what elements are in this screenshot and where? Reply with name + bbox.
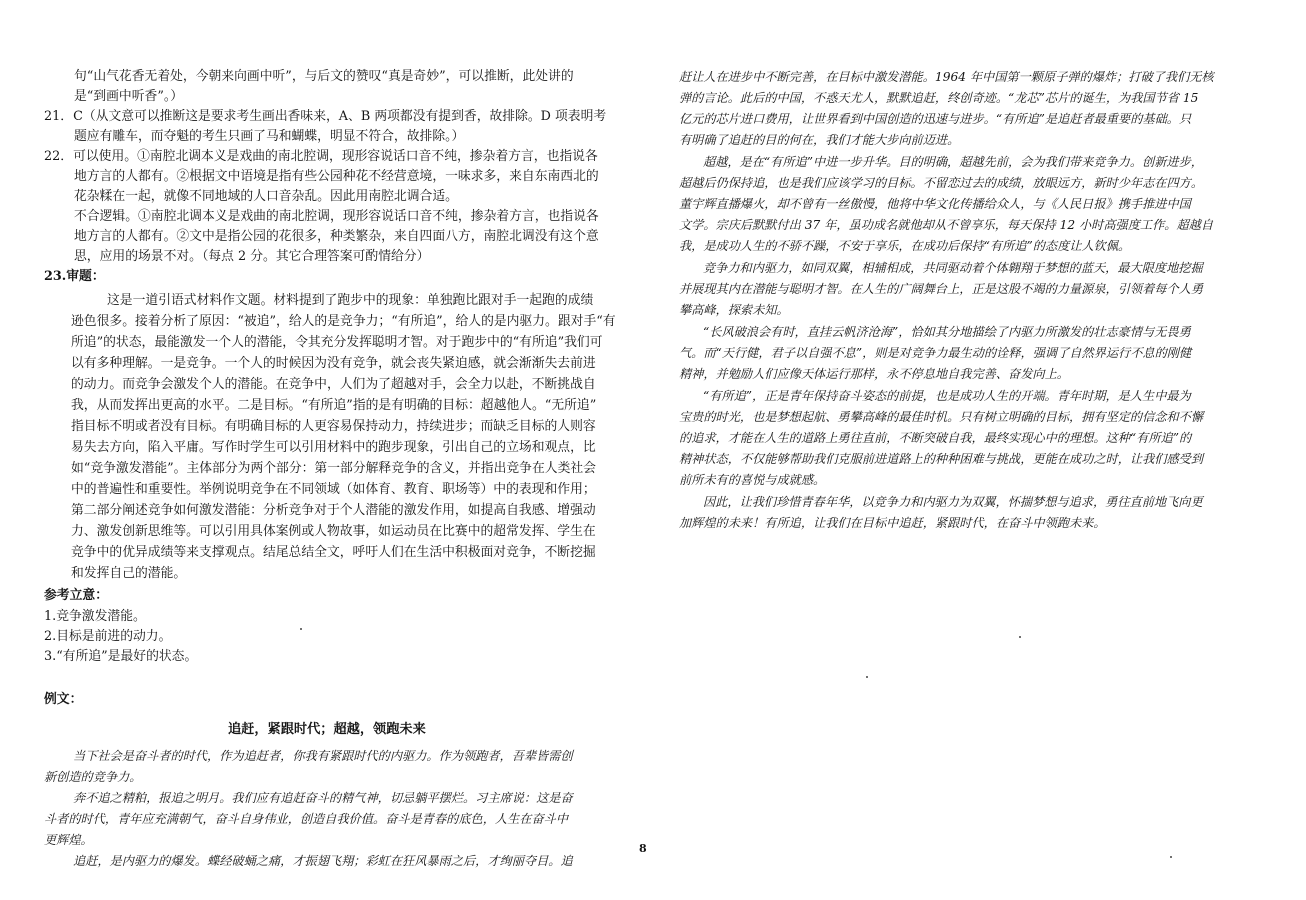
text-line: “有所追”，正是青年保持奋斗姿态的前提，也是成功人生的开端。青年时期，是人生中最为 <box>703 389 1191 403</box>
text-line: 地方言的人都有。②文中是指公园的花很多，种类繁杂，来自四面八方，南腔北调没有这个意 <box>74 229 599 244</box>
text-line: 赶让人在进步中不断完善，在目标中激发潜能。1964 年中国第一颗原子弹的爆炸；打破了我们无核 <box>679 70 1214 84</box>
text-line: 有明确了追赶的目的何在，我们才能大步向前迈进。 <box>679 133 960 147</box>
list-item: 1.竞争激发潜能。 <box>44 609 146 624</box>
essay-title: 追赶，紧跟时代；超越，领跑未来 <box>228 722 426 737</box>
right-column <box>653 0 1306 900</box>
text-line: 不合逻辑。①南腔北调本义是戏曲的南北腔调，现形容说话口音不纯，掺杂着方言，也指说各 <box>74 209 599 224</box>
text-line: 中的普遍性和重要性。举例说明竞争在不同领域（如体育、教育、职场等）中的表现和作用； <box>71 482 596 497</box>
text-line: 超越，是在“有所追”中进一步升华。目的明确，超越先前，会为我们带来竞争力。创新进步， <box>703 155 1203 169</box>
section-heading: 参考立意： <box>44 588 108 603</box>
scan-speck <box>1170 856 1172 858</box>
text-line: 奔不追之精粕，报追之明月。我们应有追赶奋斗的精气神，切忌躺平摆烂。习主席说：这是奋 <box>73 791 573 805</box>
text-line: 超越后仍保持追，也是我们应该学习的目标。不留恋过去的成绩，放眼远方，新时少年志在四方。 <box>679 176 1204 190</box>
text-line: 竞争中的优异成绩等来支撑观点。结尾总结全文，呼吁人们在生活中积极面对竞争，不断挖掘 <box>71 545 596 560</box>
text-line: 的动力。而竞争会激发个人的潜能。在竞争中，人们为了超越对手，会全力以赴，不断挑战自 <box>71 377 596 392</box>
text-line: 精神状态，不仅能够帮助我们克服前进道路上的种种困难与挑战，更能在成功之时，让我们感受到 <box>679 452 1204 466</box>
text-line: 逊色很多。接着分析了原因：“被追”，给人的是竞争力；“有所追”，给人的是内驱力。跟对手“有 <box>71 314 616 329</box>
text-line: 第二部分阐述竞争如何激发潜能：分析竞争对于个人潜能的激发作用，如提高自我感、增强动 <box>71 503 596 518</box>
scan-speck <box>300 628 302 630</box>
scan-speck <box>866 676 868 678</box>
text-line: 追赶，是内驱力的爆发。蝶经破蛹之痛，才振翅飞翔；彩虹在狂风暴雨之后，才绚丽夺目。追 <box>73 854 573 868</box>
text-line: 弹的言论。此后的中国，不惑天尤人，默默追赶，终创奇迹。“龙芯”芯片的诞生，为我国节省 15 <box>679 91 1199 105</box>
text-line: 花杂糅在一起，就像不同地域的人口音杂乱。因此用南腔北调合适。 <box>74 189 458 204</box>
list-item: 2.目标是前进的动力。 <box>44 629 172 644</box>
text-line: 这是一道引语式材料作文题。材料提到了跑步中的现象：单独跑比跟对手一起跑的成绩 <box>107 293 594 308</box>
text-line: 地方言的人都有。②根据文中语境是指有些公园种花不经营意境，一味求多，来自东南西北的 <box>74 169 599 184</box>
scan-speck <box>1019 636 1021 638</box>
text-line: 以有多种理解。一是竞争。一个人的时候因为没有竞争，就会丧失紧迫感，就会渐渐失去前进 <box>71 356 596 371</box>
text-line: 我，是成功人生的不骄不躁，不安于享乐，在成功后保持“有所追”的态度让人钦佩。 <box>679 239 1131 253</box>
text-line: 文学。宗庆后默默付出 37 年，虽功成名就他却从不曾享乐，每天保持 12 小时高强度工作。超越自 <box>679 218 1214 232</box>
text-line: 力、激发创新思维等。可以引用具体案例或人物故事，如运动员在比赛中的超常发挥、学生在 <box>71 524 596 539</box>
text-line: 所追”的状态，最能激发一个人的潜能，令其充分发挥聪明才智。对于跑步中的“有所追”我们可 <box>71 335 603 350</box>
text-line: 亿元的芯片进口费用，让世界看到中国创造的迅速与进步。“有所追”是追赶者最重要的基础。只 <box>679 112 1192 126</box>
text-line: 我，从而发挥出更高的水平。二是目标。“有所追”指的是有明确的目标：超越他人。“无所追” <box>71 398 597 413</box>
text-line: 更辉煌。 <box>44 833 93 847</box>
text-line: 因此，让我们珍惜青春年华，以竞争力和内驱力为双翼，怀揣梦想与追求，勇往直前地飞向更 <box>703 495 1203 509</box>
text-line: 指目标不明或者没有目标。有明确目标的人更容易保持动力，持续进步；而缺乏目标的人则容 <box>71 419 596 434</box>
text-line: 精神，并勉励人们应像天体运行那样，永不停息地自我完善、奋发向上。 <box>679 367 1069 381</box>
text-line: 加辉煌的未来！有所追，让我们在目标中追赶，紧跟时代，在奋斗中领跑未来。 <box>679 516 1106 530</box>
text-line: 如“竞争激发潜能”。主体部分为两个部分：第一部分解释竞争的含义，并指出竞争在人类社会 <box>71 461 596 476</box>
text-line: 斗者的时代，青年应充满朝气，奋斗自身伟业，创造自我价值。奋斗是青春的底色，人生在奋斗中 <box>44 812 569 826</box>
text-line: 前所未有的喜悦与成就感。 <box>679 473 826 487</box>
section-heading: 例文： <box>44 692 83 707</box>
text-line: 董宇辉直播爆火，却不曾有一丝傲慢，他将中华文化传播给众人，与《人民日报》携手推进中国 <box>679 197 1191 211</box>
text-line: 和发挥自己的潜能。 <box>71 566 187 581</box>
text-line: 22．可以使用。①南腔北调本义是戏曲的南北腔调，现形容说话口音不纯，掺杂着方言，也指说各 <box>44 149 598 164</box>
text-line: 气。而“天行健，君子以自强不息”，则是对竞争力最生动的诠释，强调了自然界运行不息的刚健 <box>679 346 1192 360</box>
text-line: “长风破浪会有时，直挂云帆济沧海”，恰如其分地描绘了内驱力所激发的壮志豪情与无畏勇 <box>703 325 1191 339</box>
section-heading: 23.审题： <box>44 269 105 284</box>
list-item: 3.“有所追”是最好的状态。 <box>44 649 198 664</box>
text-line: 思，应用的场景不对。（每点 2 分。其它合理答案可酌情给分） <box>74 249 430 264</box>
text-line: 攀高峰，探索未知。 <box>679 303 789 317</box>
text-line: 21．C（从文意可以推断这是要求考生画出香味来，A、B 两项都没有提到香，故排除。D 项表明考 <box>44 109 607 124</box>
text-line: 并展现其内在潜能与聪明才智。在人生的广阔舞台上，正是这股不竭的力量源泉，引领着每个人勇 <box>679 282 1204 296</box>
text-line: 宝贵的时光，也是梦想起航、勇攀高峰的最佳时机。只有树立明确的目标，拥有坚定的信念和不懈 <box>679 410 1204 424</box>
text-line: 竞争力和内驱力，如同双翼，相辅相成，共同驱动着个体翱翔于梦想的蓝天，最大限度地挖掘 <box>703 261 1203 275</box>
page-number: 8 <box>639 842 647 855</box>
text-line: 新创造的竞争力。 <box>44 770 142 784</box>
text-line: 题应有雕车，而夺魁的考生只画了马和蝴蝶，明显不符合，故排除。） <box>74 129 465 144</box>
text-line: 的追求，才能在人生的道路上勇往直前，不断突破自我，最终实现心中的理想。这种“有所追”的 <box>679 431 1192 445</box>
text-line: 当下社会是奋斗者的时代，作为追赶者，你我有紧跟时代的内驱力。作为领跑者，吾辈皆需创 <box>73 749 573 763</box>
text-line: 句“山气花香无着处，今朝来向画中听”，与后文的赞叹“真是奇妙”，可以推断，此处讲的 <box>74 69 574 84</box>
text-line: 易失去方向，陷入平庸。写作时学生可以引用材料中的跑步现象，引出自己的立场和观点，比 <box>71 440 596 455</box>
text-line: 是“到画中听香”。） <box>74 89 184 104</box>
